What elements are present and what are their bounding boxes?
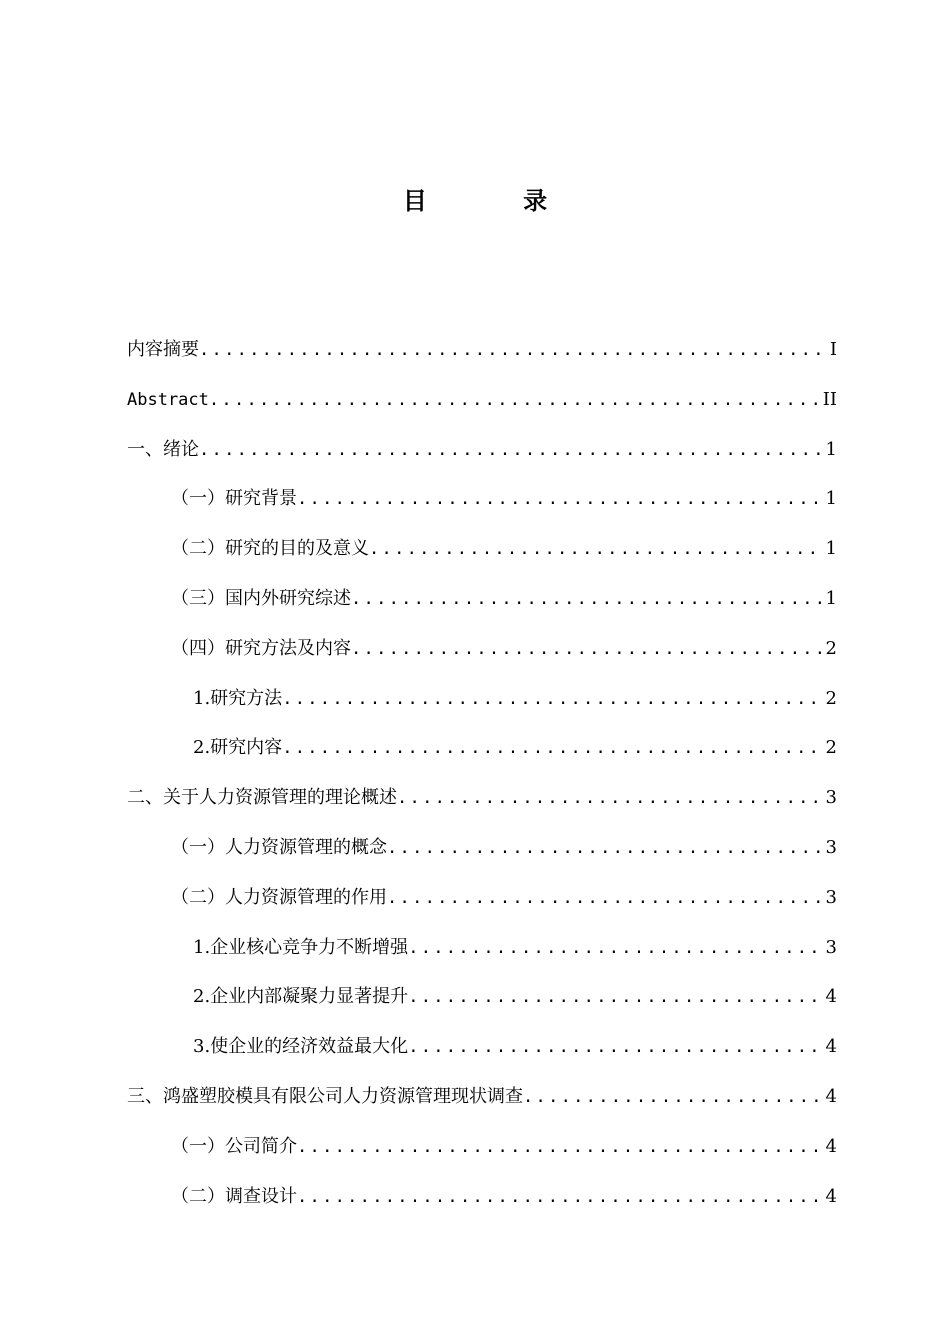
toc-entry-page: II xyxy=(822,388,837,410)
toc-dot-leader xyxy=(408,980,823,1014)
toc-entry[interactable] xyxy=(127,632,837,682)
toc-dot-leader xyxy=(297,1130,824,1164)
toc-entry-page: 3 xyxy=(825,836,837,858)
toc-entry-label: 一、绪论 xyxy=(127,438,199,460)
toc-entry-page: 3 xyxy=(825,787,837,809)
toc-entry[interactable] xyxy=(127,1030,837,1080)
toc-entry-page: I xyxy=(829,339,837,360)
toc-entry-label: 1.企业核心竞争力不断增强 xyxy=(193,936,409,958)
toc-entry-page: 1 xyxy=(825,488,837,510)
toc-entry[interactable] xyxy=(127,881,837,931)
toc-entry-label: 2.研究内容 xyxy=(193,737,283,759)
toc-entry[interactable] xyxy=(127,1180,837,1230)
toc-dot-leader xyxy=(387,881,824,915)
toc-entry-label: （一）人力资源管理的概念 xyxy=(171,836,387,858)
toc-entry-label: （二）人力资源管理的作用 xyxy=(171,886,387,908)
toc-entry[interactable] xyxy=(127,682,837,732)
toc-entry-label: 3.使企业的经济效益最大化 xyxy=(193,1036,409,1058)
toc-entry-label: （四）研究方法及内容 xyxy=(171,637,351,659)
toc-entry-page: 2 xyxy=(825,687,837,709)
toc-entry-page: 2 xyxy=(825,737,837,759)
toc-dot-leader xyxy=(209,383,821,417)
toc-dot-leader xyxy=(351,632,824,666)
toc-list xyxy=(127,333,837,1229)
toc-entry-page: 1 xyxy=(825,438,837,460)
toc-entry[interactable] xyxy=(127,980,837,1030)
toc-entry-label: （二）研究的目的及意义 xyxy=(171,538,369,560)
toc-dot-leader xyxy=(408,1030,823,1064)
toc-entry[interactable] xyxy=(127,532,837,582)
toc-entry[interactable] xyxy=(127,1130,837,1180)
toc-entry-label: Abstract xyxy=(127,389,209,410)
toc-entry-page: 4 xyxy=(825,1185,837,1207)
toc-entry[interactable] xyxy=(127,433,837,483)
toc-entry-label: 三、鸿盛塑胶模具有限公司人力资源管理现状调查 xyxy=(127,1085,523,1107)
toc-entry-page: 4 xyxy=(825,1135,837,1157)
toc-entry[interactable] xyxy=(127,482,837,532)
toc-entry-label: 二、关于人力资源管理的理论概述 xyxy=(127,787,397,809)
toc-entry-page: 2 xyxy=(825,637,837,659)
toc-title: 目 录 xyxy=(402,187,592,215)
toc-entry-page: 4 xyxy=(825,1036,837,1058)
toc-entry[interactable] xyxy=(127,831,837,881)
toc-entry-label: （一）研究背景 xyxy=(171,488,297,510)
toc-entry[interactable] xyxy=(127,781,837,831)
toc-entry-page: 1 xyxy=(825,587,837,609)
toc-entry-label: 1.研究方法 xyxy=(193,687,283,709)
toc-entry[interactable] xyxy=(127,731,837,781)
toc-entry[interactable] xyxy=(127,931,837,981)
toc-dot-leader xyxy=(199,333,828,367)
toc-dot-leader xyxy=(199,433,824,467)
toc-entry-label: （三）国内外研究综述 xyxy=(171,587,351,609)
toc-dot-leader xyxy=(297,1180,824,1214)
toc-dot-leader xyxy=(282,682,823,716)
toc-entry[interactable] xyxy=(127,1080,837,1130)
toc-dot-leader xyxy=(282,731,823,765)
toc-entry-page: 4 xyxy=(825,986,837,1008)
toc-dot-leader xyxy=(408,931,823,965)
toc-dot-leader xyxy=(397,781,824,815)
toc-entry-page: 1 xyxy=(825,538,837,560)
toc-dot-leader xyxy=(387,831,824,865)
toc-entry-label: （一）公司简介 xyxy=(171,1135,297,1157)
toc-entry-page: 4 xyxy=(825,1085,837,1107)
toc-entry[interactable] xyxy=(127,333,837,383)
toc-dot-leader xyxy=(297,482,824,516)
toc-entry[interactable] xyxy=(127,582,837,632)
toc-entry-label: 内容摘要 xyxy=(127,339,199,360)
toc-entry-label: （二）调查设计 xyxy=(171,1185,297,1207)
toc-entry[interactable] xyxy=(127,383,837,433)
toc-dot-leader xyxy=(351,582,824,616)
toc-entry-label: 2.企业内部凝聚力显著提升 xyxy=(193,986,409,1008)
toc-entry-page: 3 xyxy=(825,936,837,958)
toc-entry-page: 3 xyxy=(825,886,837,908)
toc-dot-leader xyxy=(369,532,824,566)
toc-dot-leader xyxy=(523,1080,824,1114)
